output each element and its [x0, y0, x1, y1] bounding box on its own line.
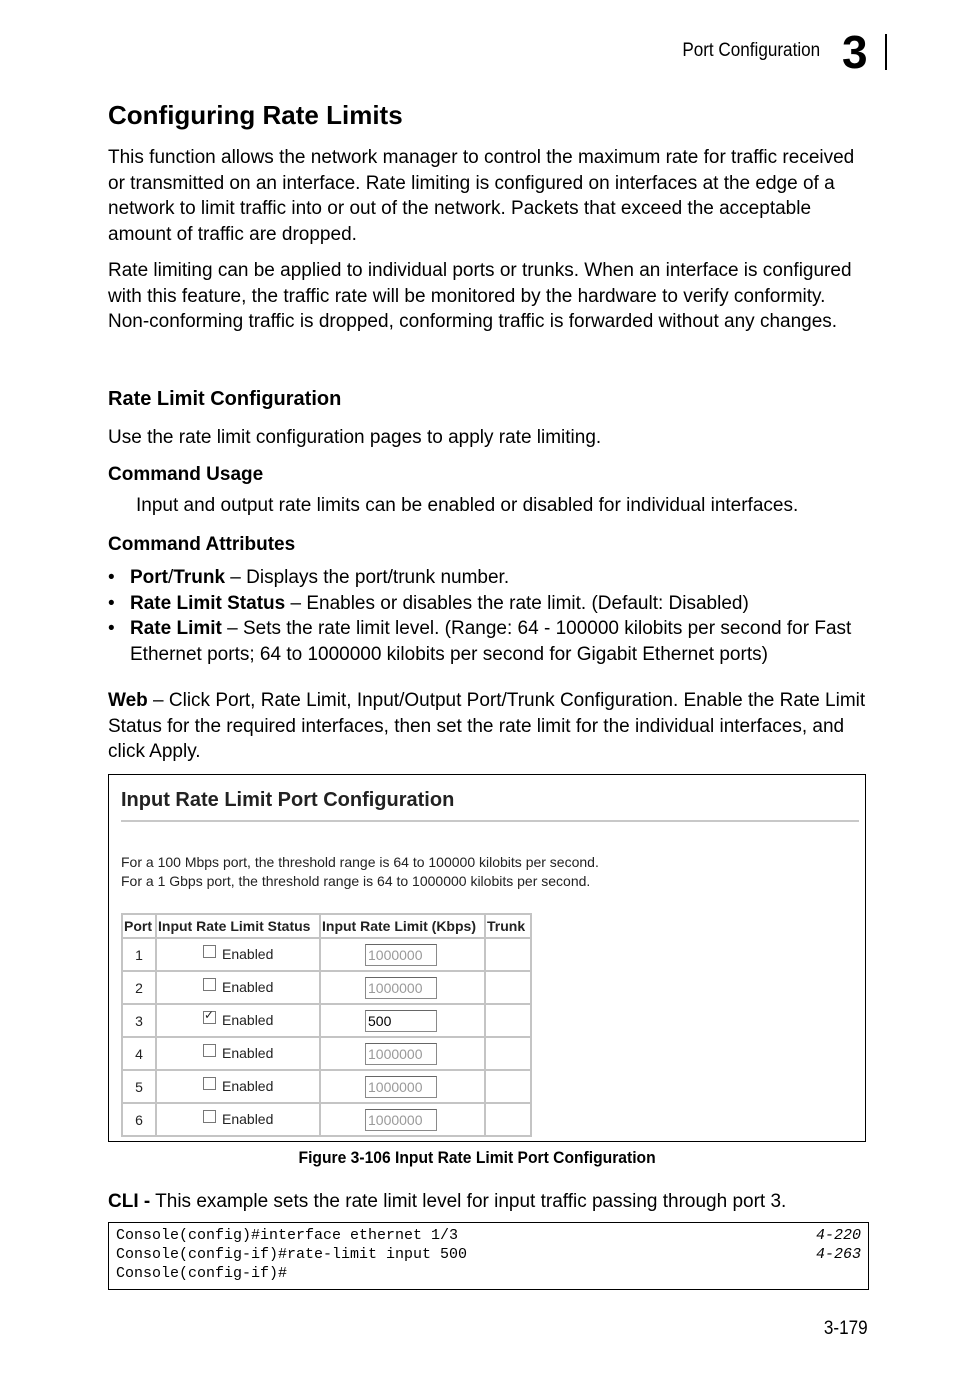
code-line: Console(config)#interface ethernet 1/3 [116, 1227, 459, 1244]
attribute-term: Rate Limit Status [130, 592, 286, 614]
port-cell: 1 [122, 938, 156, 971]
attribute-separator: / [168, 567, 174, 588]
enable-checkbox[interactable] [203, 1110, 216, 1123]
page-title: Configuring Rate Limits [108, 100, 403, 130]
enable-checkbox[interactable] [203, 1011, 216, 1024]
list-item [108, 591, 878, 617]
attribute-description: – Enables or disables the rate limit. (Default: Disabled) [285, 592, 749, 614]
limit-cell [320, 1103, 485, 1136]
code-reference: 4-263 [815, 1246, 861, 1263]
web-label: Web [108, 690, 148, 711]
port-cell: 4 [122, 1037, 156, 1070]
attribute-description: – Sets the rate limit level. (Range: 64 - 100000 kilobits per second for Fast Ethernet ports; 64 to 1000000 kilobits per second for Gigabit Ethernet ports) [130, 618, 852, 665]
cli-label: CLI - [108, 1191, 151, 1212]
command-usage-text: Input and output rate limits can be enabled or disabled for individual interfaces. [136, 495, 799, 516]
chapter-number: 3 [842, 26, 867, 78]
trunk-cell [485, 1103, 531, 1136]
list-item [108, 565, 878, 591]
rate-limit-input[interactable] [365, 944, 437, 966]
table-row [122, 1037, 531, 1070]
port-cell: 2 [122, 971, 156, 1004]
subsection-title: Rate Limit Configuration [108, 388, 342, 410]
enable-checkbox[interactable] [203, 1044, 216, 1057]
figure-screenshot [108, 774, 866, 1142]
table-row [122, 1070, 531, 1103]
attribute-description: – Displays the port/trunk number. [225, 567, 510, 588]
bullet-marker: • [108, 592, 115, 614]
running-header: Port Configuration [682, 40, 820, 61]
figure-title-rule [121, 820, 859, 822]
enable-checkbox[interactable] [203, 978, 216, 991]
attribute-term: Rate Limit [130, 618, 222, 639]
page-number: 3-179 [824, 1318, 868, 1339]
intro-paragraph-2: Rate limiting can be applied to individual ports or trunks. When an interface is configured with this feature, the traffic rate will be monitored by the hardware to verify conformity. Non-conforming traffic is dropped, conforming traffic is forwarded without any changes. [108, 260, 852, 332]
limit-cell [320, 1004, 485, 1037]
column-header-limit: Input Rate Limit (Kbps) [320, 914, 485, 938]
command-attributes-title: Command Attributes [108, 534, 296, 555]
rate-limit-input[interactable] [365, 1043, 437, 1065]
enable-label: Enabled [222, 1110, 274, 1127]
attribute-term: Port [130, 567, 168, 588]
enable-label: Enabled [222, 1044, 274, 1061]
status-cell [156, 1070, 320, 1103]
code-reference: 4-220 [815, 1227, 861, 1244]
port-cell: 3 [122, 1004, 156, 1037]
limit-cell [320, 938, 485, 971]
rate-limit-input[interactable] [365, 977, 437, 999]
rate-limit-input[interactable] [365, 1010, 437, 1032]
command-usage-title: Command Usage [108, 464, 264, 485]
enable-label: Enabled [222, 945, 274, 962]
attribute-list [108, 565, 878, 667]
intro-paragraph-1: This function allows the network manager to control the maximum rate for traffic received or transmitted on an interface. Rate limiting is configured on interfaces at the edge of a network to limit traffic into or out of the network. Packets that exceed the acceptable amount of traffic are dropped. [108, 147, 855, 245]
web-text: – Click Port, Rate Limit, Input/Output Port/Trunk Configuration. Enable the Rate Limit Status for the required interfaces, then set the rate limit for the individual interfaces, and click Apply. [108, 690, 866, 762]
attribute-term: Trunk [173, 567, 226, 588]
status-cell [156, 1004, 320, 1037]
code-line: Console(config-if)# [116, 1265, 288, 1282]
rate-limit-input[interactable] [365, 1109, 437, 1131]
limit-cell [320, 1070, 485, 1103]
status-cell [156, 1103, 320, 1136]
trunk-cell [485, 971, 531, 1004]
table-row [122, 1004, 531, 1037]
table-row [122, 971, 531, 1004]
code-line: Console(config-if)#rate-limit input 500 [116, 1246, 468, 1263]
port-cell: 5 [122, 1070, 156, 1103]
table-header-row [122, 914, 531, 938]
subsection-text: Use the rate limit configuration pages to apply rate limiting. [108, 427, 602, 448]
enable-checkbox[interactable] [203, 1077, 216, 1090]
status-cell [156, 971, 320, 1004]
header-divider [885, 34, 887, 70]
rate-limit-table [121, 913, 532, 1137]
table-row [122, 1103, 531, 1136]
enable-checkbox[interactable] [203, 945, 216, 958]
column-header-trunk: Trunk [485, 914, 531, 938]
enable-label: Enabled [222, 1077, 274, 1094]
trunk-cell [485, 1070, 531, 1103]
trunk-cell [485, 1004, 531, 1037]
cli-description [108, 1189, 888, 1215]
limit-cell [320, 1037, 485, 1070]
cli-text: This example sets the rate limit level for input traffic passing through port 3. [150, 1191, 787, 1212]
column-header-port: Port [122, 914, 156, 938]
list-item [108, 616, 878, 667]
threshold-note-1g: For a 1 Gbps port, the threshold range is 64 to 1000000 kilobits per second. [121, 873, 591, 889]
figure-title: Input Rate Limit Port Configuration [121, 789, 455, 811]
enable-label: Enabled [222, 978, 274, 995]
table-row [122, 938, 531, 971]
bullet-marker: • [108, 618, 115, 639]
threshold-note-100m: For a 100 Mbps port, the threshold range is 64 to 100000 kilobits per second. [121, 854, 599, 870]
enable-label: Enabled [222, 1011, 274, 1028]
web-instructions [108, 688, 868, 765]
port-cell: 6 [122, 1103, 156, 1136]
figure-caption [0, 1148, 954, 1168]
trunk-cell [485, 1037, 531, 1070]
cli-code-block [108, 1222, 869, 1290]
figure-caption-text: Figure 3-106 Input Rate Limit Port Configuration [298, 1148, 656, 1167]
bullet-marker: • [108, 567, 115, 588]
rate-limit-input[interactable] [365, 1076, 437, 1098]
trunk-cell [485, 938, 531, 971]
status-cell [156, 1037, 320, 1070]
limit-cell [320, 971, 485, 1004]
status-cell [156, 938, 320, 971]
column-header-status: Input Rate Limit Status [156, 914, 320, 938]
